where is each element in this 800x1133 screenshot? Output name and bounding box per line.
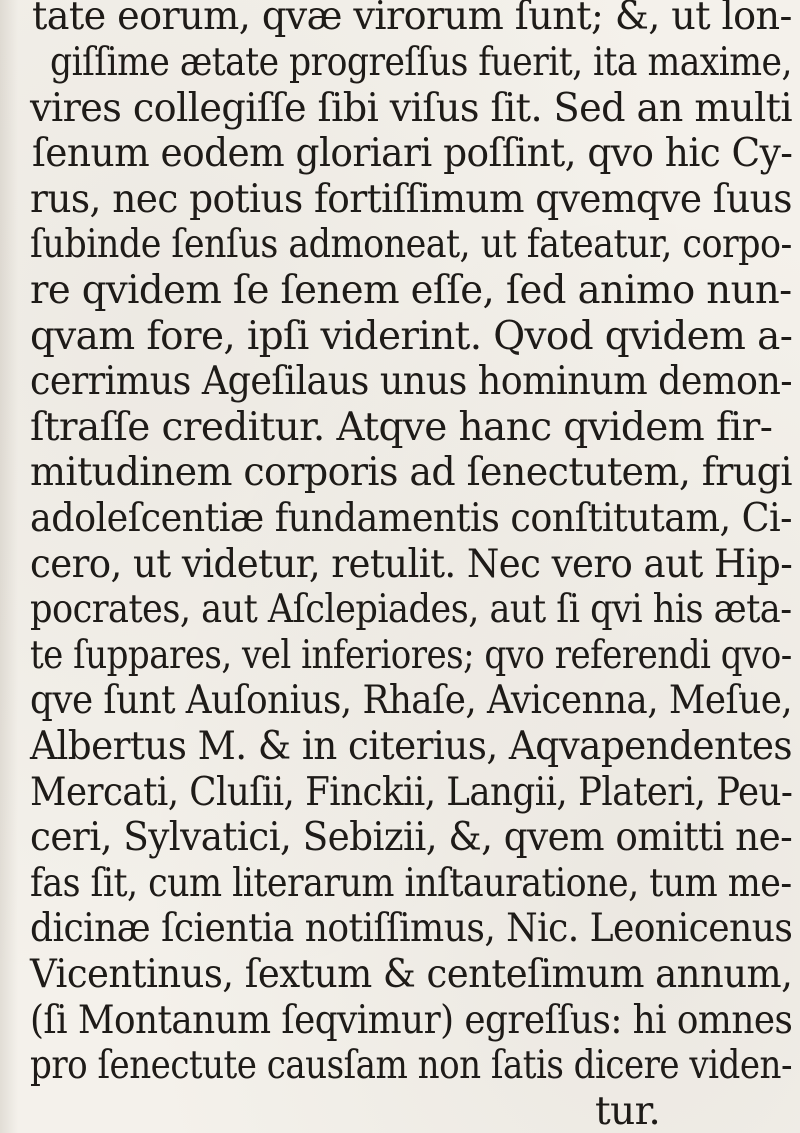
text-line-3: vires collegiſſe ſibi viſus ſit. Sed an multi	[30, 86, 792, 131]
text-line-24: pro ſenectute causſam non ſatis dicere viden-	[30, 1043, 792, 1088]
text-line-7: re qvidem ſe ſenem eſſe, ſed animo nun-	[30, 268, 792, 313]
text-line-9: cerrimus Ageſilaus unus hominum demon-	[30, 359, 793, 404]
text-line-16: qve ſunt Auſonius, Rhaſe, Avicenna, Meſue,	[30, 678, 793, 723]
page-edge-shadow	[0, 0, 18, 1133]
text-line-4: ſenum eodem gloriari poſſint, qvo hic Cy-	[32, 131, 793, 176]
text-line-17: Albertus M. & in citerius, Aqvapendentes	[30, 724, 792, 769]
text-line-25: tur.	[595, 1089, 661, 1133]
text-line-20: fas ſit, cum literarum inſtauratione, tum me-	[30, 861, 792, 906]
text-line-19: ceri, Sylvatici, Sebizii, &, qvem omitti ne-	[30, 815, 793, 860]
text-line-2: giſſime ætate progreſſus fuerit, ita maxime,	[50, 40, 792, 85]
text-line-22: Vicentinus, ſextum & centeſimum annum,	[30, 952, 793, 997]
text-line-15: te ſuppares, vel inferiores; qvo referendi qvo-	[30, 633, 792, 678]
text-line-10: ſtraſſe creditur. Atqve hanc qvidem fir-	[30, 405, 773, 450]
text-line-5: rus, nec potius fortiſſimum qvemqve ſuus	[30, 177, 792, 222]
text-line-23: (ſi Montanum ſeqvimur) egreſſus: hi omnes	[30, 998, 793, 1043]
text-line-8: qvam fore, ipſi viderint. Qvod qvidem a-	[30, 314, 793, 359]
text-line-21: dicinæ ſcientia notiſſimus, Nic. Leonicenus	[30, 906, 793, 951]
text-line-18: Mercati, Cluſii, Finckii, Langii, Plateri, Peu-	[30, 770, 793, 815]
text-line-1: tate eorum, qvæ virorum ſunt; &, ut lon-	[32, 0, 792, 39]
text-line-13: cero, ut videtur, retulit. Nec vero aut Hip-	[30, 542, 793, 587]
text-line-12: adoleſcentiæ fundamentis conſtitutam, Ci-	[30, 496, 792, 541]
text-line-14: pocrates, aut Aſclepiades, aut ſi qvi his æta-	[30, 587, 792, 632]
text-line-11: mitudinem corporis ad ſenectutem, frugi	[30, 450, 792, 495]
text-line-6: ſubinde ſenſus admoneat, ut fateatur, corpo-	[30, 222, 792, 267]
